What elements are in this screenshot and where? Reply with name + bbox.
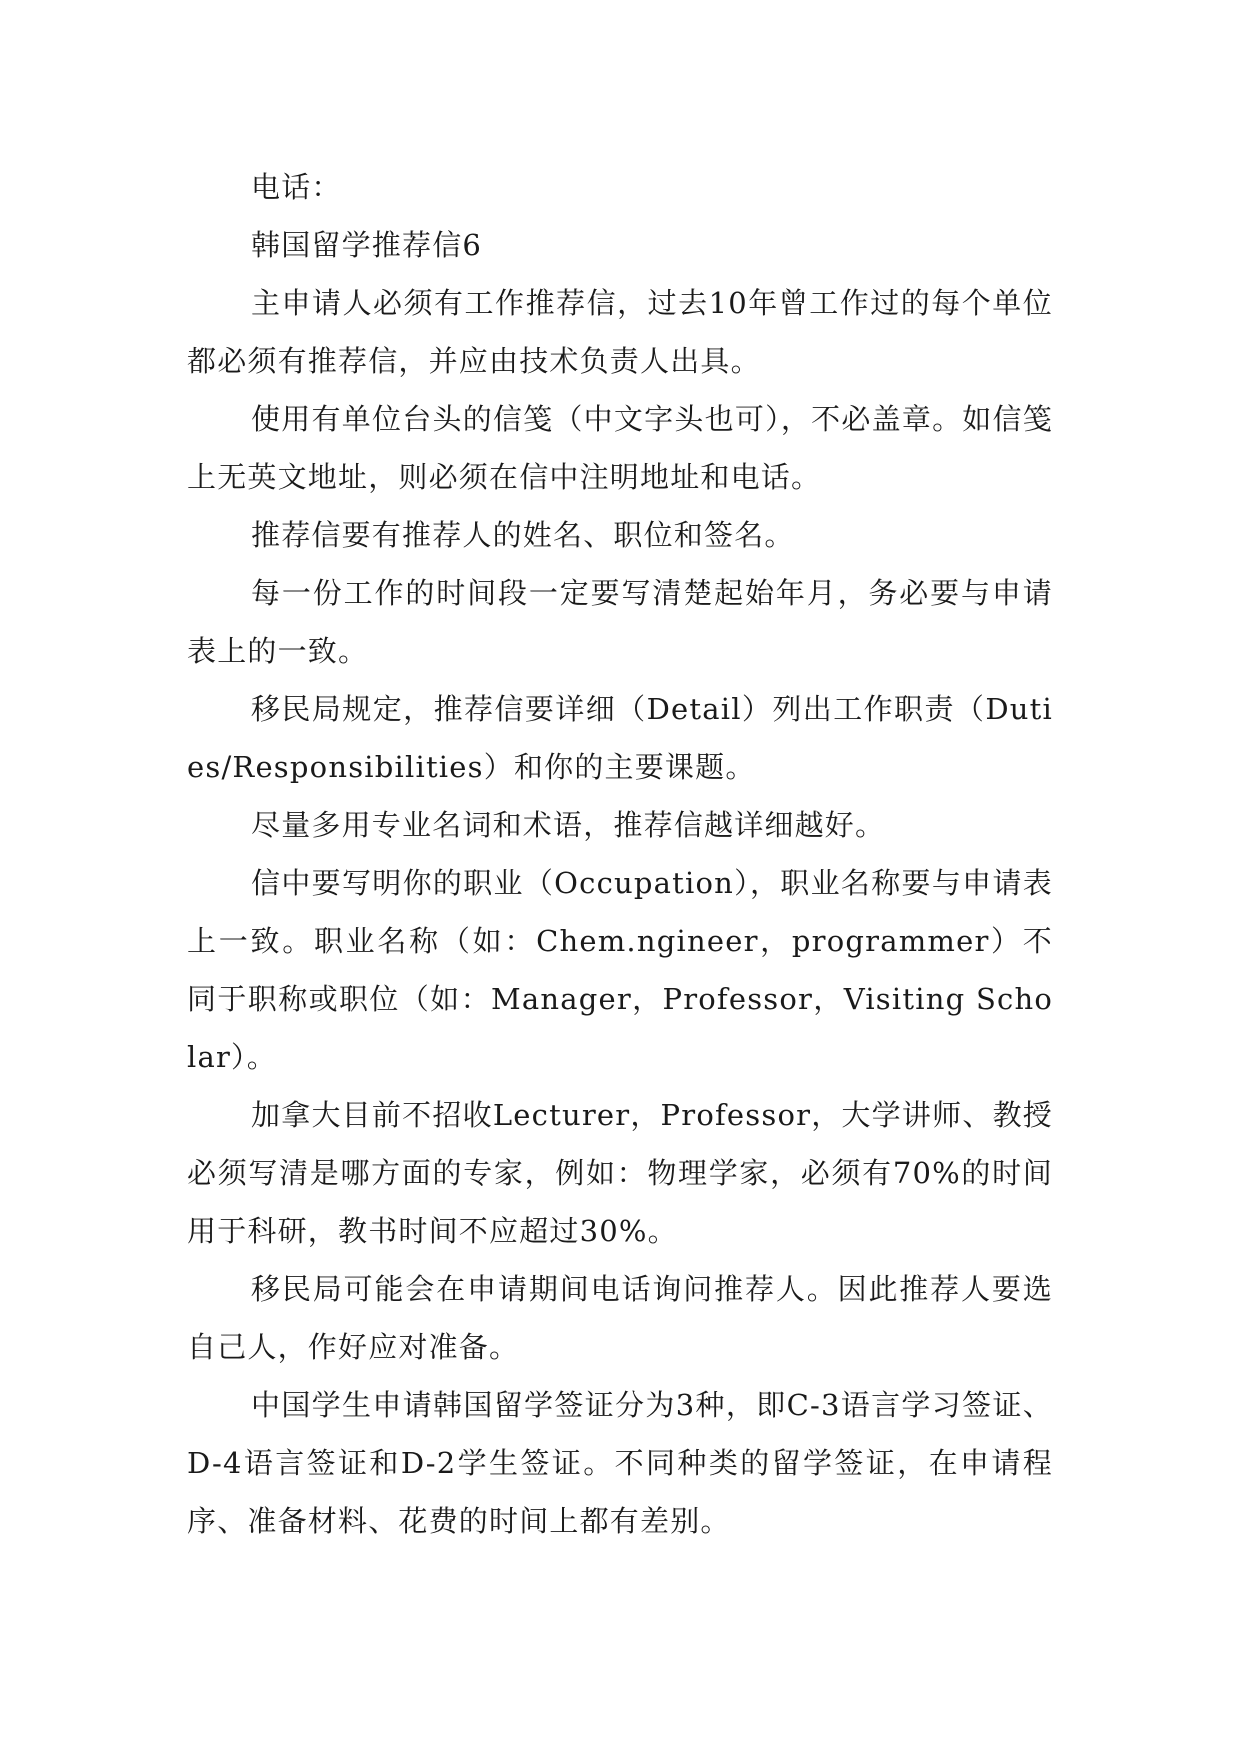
document-body — [187, 158, 1053, 1550]
paragraph-1: 主申请人必须有工作推荐信，过去10年曾工作过的每个单位都必须有推荐信，并应由技术负责人出具。 — [187, 286, 1053, 378]
paragraph-6: 尽量多用专业名词和术语，推荐信越详细越好。 — [251, 808, 886, 842]
paragraph-5: 移民局规定，推荐信要详细（Detail）列出工作职责（Duties/Responsibilities）和你的主要课题。 — [187, 692, 1053, 784]
paragraph-3: 推荐信要有推荐人的姓名、职位和签名。 — [251, 518, 795, 552]
paragraph-10: 中国学生申请韩国留学签证分为3种，即C-3语言学习签证、D-4语言签证和D-2学生签证。不同种类的留学签证，在申请程序、准备材料、花费的时间上都有差别。 — [187, 1388, 1054, 1538]
paragraph-7: 信中要写明你的职业（Occupation），职业名称要与申请表上一致。职业名称（如：Chem.ngineer，programmer）不同于职称或职位（如：Manager，Professor，Visiting Scholar）。 — [187, 866, 1053, 1074]
paragraph-8: 加拿大目前不招收Lecturer，Professor，大学讲师、教授必须写清是哪方面的专家，例如：物理学家，必须有70%的时间用于科研，教书时间不应超过30%。 — [187, 1098, 1053, 1248]
paragraph-heading: 韩国留学推荐信6 — [251, 228, 483, 262]
paragraph-4: 每一份工作的时间段一定要写清楚起始年月，务必要与申请表上的一致。 — [187, 576, 1053, 668]
paragraph-9: 移民局可能会在申请期间电话询问推荐人。因此推荐人要选自己人，作好应对准备。 — [187, 1272, 1053, 1364]
paragraph-phone: 电话： — [251, 170, 342, 204]
paragraph-2: 使用有单位台头的信笺（中文字头也可），不必盖章。如信笺上无英文地址，则必须在信中注明地址和电话。 — [187, 402, 1053, 494]
